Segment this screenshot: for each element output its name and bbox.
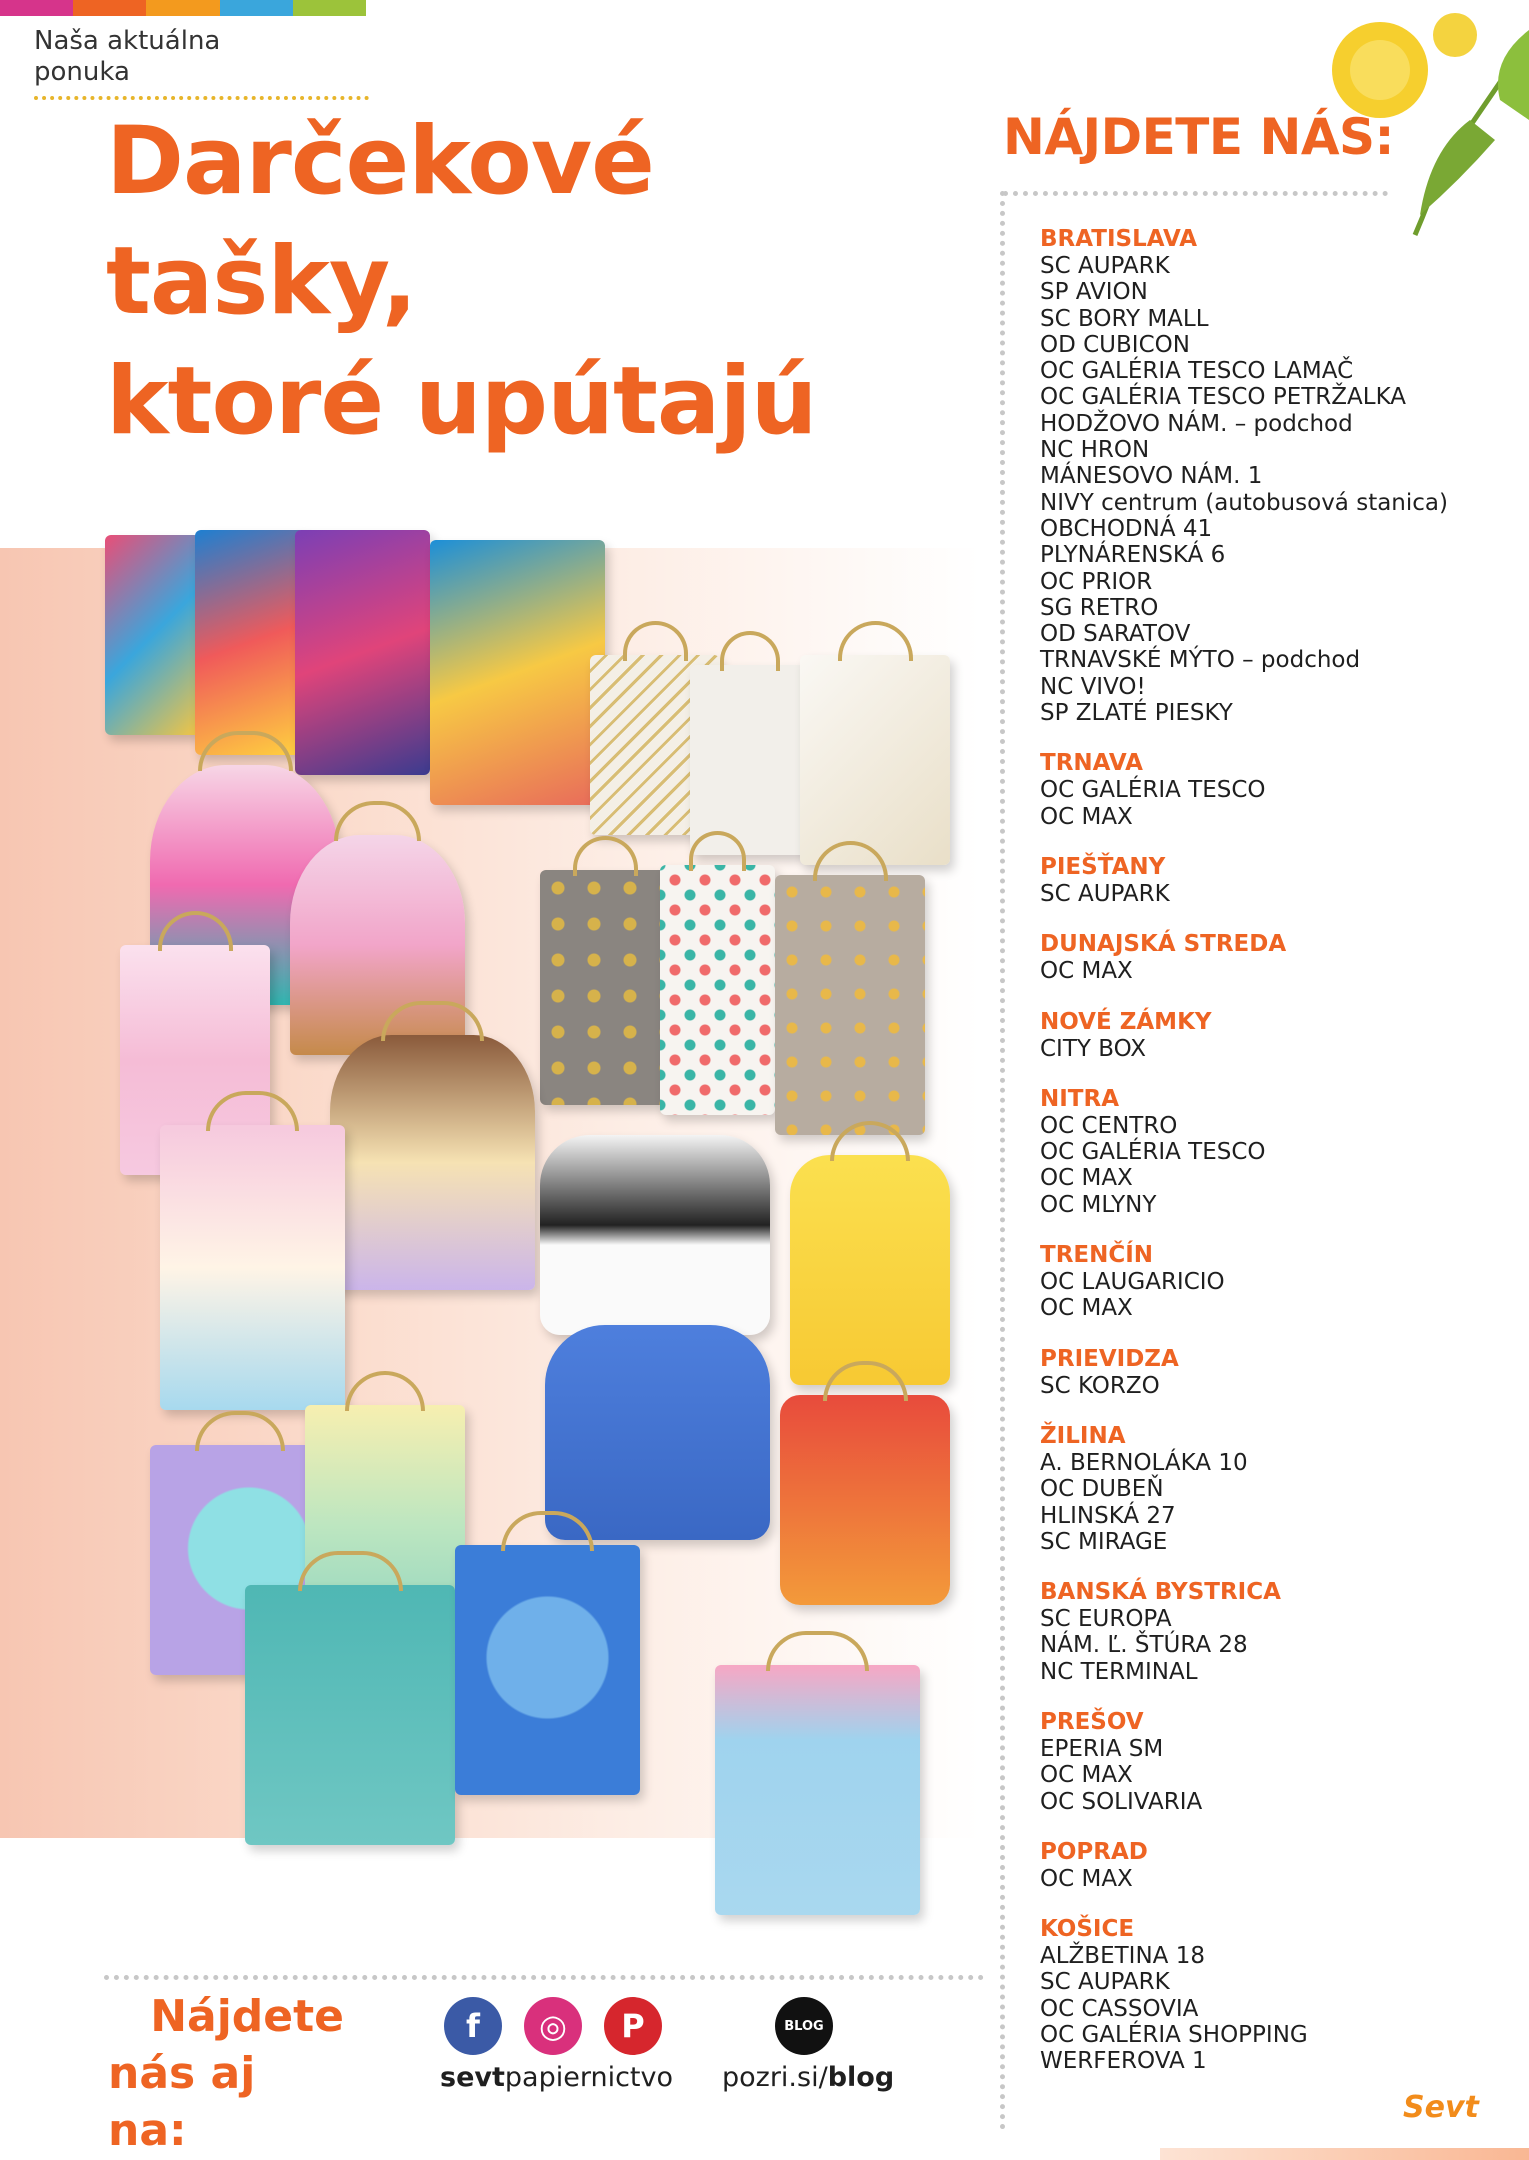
headline-line: tašky, <box>106 227 417 336</box>
store-item: OC LAUGARICIO <box>1040 1269 1225 1296</box>
store-item: SP ZLATÉ PIESKY <box>1040 700 1233 727</box>
store-item: OC GALÉRIA SHOPPING <box>1040 2022 1308 2049</box>
city-group <box>1040 1839 1510 1892</box>
gift-bag-taxi <box>790 1155 950 1385</box>
gift-bag-kraft-dots <box>775 875 925 1135</box>
store-item: OC MAX <box>1040 803 1133 830</box>
gift-bags-photo <box>90 525 990 1915</box>
instagram-icon[interactable]: ◎ <box>524 1997 582 2055</box>
bottom-color-strip <box>1160 2148 1529 2160</box>
city-group <box>1040 1242 1510 1322</box>
city-name: BRATISLAVA <box>1040 226 1198 252</box>
gift-bag-police-car <box>540 1135 770 1335</box>
store-item: OC GALÉRIA TESCO PETRŽALKA <box>1040 384 1406 411</box>
store-item: OC PRIOR <box>1040 568 1153 595</box>
store-item: OBCHODNÁ 41 <box>1040 515 1213 542</box>
city-group <box>1040 854 1510 907</box>
kicker-divider <box>34 96 369 100</box>
store-item: PLYNÁRENSKÁ 6 <box>1040 542 1226 569</box>
sevt-logo: Sevt <box>1403 2090 1479 2125</box>
footer-divider <box>104 1975 984 1980</box>
city-group <box>1040 931 1510 984</box>
gift-bag-dachshund <box>295 530 430 775</box>
gift-bag-ufo <box>245 1585 455 1845</box>
store-item: SP AVION <box>1040 279 1148 306</box>
store-item: OC SOLIVARIA <box>1040 1788 1203 1815</box>
city-name: NOVÉ ZÁMKY <box>1040 1008 1212 1035</box>
store-item: OC GALÉRIA TESCO <box>1040 777 1266 804</box>
store-item: OC MAX <box>1040 1762 1133 1789</box>
store-item: SC EUROPA <box>1040 1606 1172 1633</box>
blog-url-bold: blog <box>827 2062 895 2093</box>
store-list <box>1040 226 1510 2099</box>
city-group <box>1040 1916 1510 2074</box>
city-name: BANSKÁ BYSTRICA <box>1040 1579 1281 1606</box>
city-name: TRNAVA <box>1040 750 1143 777</box>
find-us-divider <box>1003 191 1388 196</box>
store-item: WERFEROVA 1 <box>1040 2048 1207 2075</box>
blog-link[interactable] <box>722 2062 894 2093</box>
find-us-title: NÁJDETE NÁS: <box>1003 108 1395 166</box>
city-name: ŽILINA <box>1040 1422 1126 1449</box>
store-item: CITY BOX <box>1040 1035 1147 1062</box>
store-item: SC BORY MALL <box>1040 305 1209 332</box>
store-item: TRNAVSKÉ MÝTO – podchod <box>1040 647 1361 674</box>
city-name: PRIEVIDZA <box>1040 1345 1179 1372</box>
store-item: OD CUBICON <box>1040 331 1190 358</box>
gift-bag-chocolate-cupcake <box>330 1035 535 1290</box>
social-handle-bold: sevt <box>440 2062 505 2093</box>
headline-line: ktoré upútajú <box>106 347 817 456</box>
store-item: OC CASSOVIA <box>1040 1995 1199 2022</box>
city-name: TRENČÍN <box>1040 1242 1154 1269</box>
store-item: NC HRON <box>1040 437 1150 464</box>
store-item: OC MAX <box>1040 1165 1133 1192</box>
gift-bag-confetti <box>660 865 775 1115</box>
store-item: OC MAX <box>1040 1865 1133 1892</box>
gift-bag-birthday-cake <box>715 1665 920 1915</box>
color-strip-segment <box>0 0 73 16</box>
city-group <box>1040 1086 1510 1218</box>
store-item: OC GALÉRIA TESCO <box>1040 1139 1266 1166</box>
store-item: HODŽOVO NÁM. – podchod <box>1040 410 1353 437</box>
city-group <box>1040 1423 1510 1555</box>
city-group <box>1040 226 1510 726</box>
top-color-strip <box>0 0 366 16</box>
page-kicker: Naša aktuálna ponuka <box>34 26 221 87</box>
city-group <box>1040 1009 1510 1062</box>
social-label-line: Nájdete <box>150 1991 344 2042</box>
store-item: OC MAX <box>1040 958 1133 985</box>
blog-url-prefix: pozri.si/ <box>722 2062 828 2093</box>
store-item: OC MLYNY <box>1040 1191 1157 1218</box>
city-name: PREŠOV <box>1040 1708 1144 1735</box>
store-item: SC AUPARK <box>1040 253 1170 279</box>
store-item: SC MIRAGE <box>1040 1528 1168 1555</box>
gift-bag-grey-dots <box>540 870 670 1105</box>
pinterest-icon[interactable]: P <box>604 1997 662 2055</box>
color-strip-segment <box>73 0 146 16</box>
city-group <box>1040 1346 1510 1399</box>
city-group <box>1040 1709 1510 1815</box>
store-item: OC CENTRO <box>1040 1112 1178 1139</box>
vertical-divider <box>1000 191 1005 2131</box>
gift-bag-happy-birthday <box>160 1125 345 1410</box>
store-item: OC DUBEŇ <box>1040 1476 1164 1503</box>
gift-bag-white <box>690 665 810 855</box>
gift-bag-geometric <box>800 655 950 865</box>
blog-icon[interactable]: BLOG <box>775 1997 833 2055</box>
city-name: PIEŠŤANY <box>1040 853 1166 880</box>
city-name: NITRA <box>1040 1085 1120 1112</box>
store-item: MÁNESOVO NÁM. 1 <box>1040 463 1263 490</box>
social-handle-rest: papiernictvo <box>504 2062 673 2093</box>
store-item: NC VIVO! <box>1040 673 1146 700</box>
store-item: NIVY centrum (autobusová stanica) <box>1040 489 1448 516</box>
gift-bag-cat <box>430 540 605 805</box>
city-name: KOŠICE <box>1040 1916 1135 1943</box>
store-item: A. BERNOLÁKA 10 <box>1040 1449 1248 1476</box>
store-item: HLINSKÁ 27 <box>1040 1502 1176 1529</box>
page-headline <box>106 102 817 462</box>
store-item: OC MAX <box>1040 1295 1133 1322</box>
store-item: OC GALÉRIA TESCO LAMAČ <box>1040 358 1354 385</box>
gift-bag-astronaut <box>455 1545 640 1795</box>
city-group <box>1040 1579 1510 1685</box>
social-label <box>104 1988 344 2159</box>
headline-line: Darčekové <box>106 107 654 216</box>
city-name: DUNAJSKÁ STREDA <box>1040 931 1287 958</box>
color-strip-segment <box>293 0 366 16</box>
store-item: EPERIA SM <box>1040 1735 1164 1762</box>
gift-bag-dog <box>105 535 200 735</box>
store-item: SG RETRO <box>1040 594 1159 621</box>
store-item: NC TERMINAL <box>1040 1658 1198 1685</box>
social-icons <box>444 1997 662 2055</box>
store-item: ALŽBETINA 18 <box>1040 1943 1205 1970</box>
facebook-icon[interactable]: f <box>444 1997 502 2055</box>
social-handle[interactable] <box>440 2062 673 2093</box>
gift-bag-tractor <box>780 1395 950 1605</box>
social-label-line: nás aj na: <box>108 2048 256 2156</box>
color-strip-segment <box>146 0 219 16</box>
store-item: OD SARATOV <box>1040 621 1191 648</box>
city-group <box>1040 750 1510 830</box>
store-item: NÁM. Ľ. ŠTÚRA 28 <box>1040 1632 1248 1659</box>
color-strip-segment <box>220 0 293 16</box>
gift-bag-blue-car <box>545 1325 770 1540</box>
city-name: POPRAD <box>1040 1838 1148 1865</box>
store-item: SC AUPARK <box>1040 1969 1170 1996</box>
gift-bag-balloons <box>195 530 305 755</box>
store-item: SC KORZO <box>1040 1372 1160 1399</box>
store-item: SC AUPARK <box>1040 880 1170 907</box>
